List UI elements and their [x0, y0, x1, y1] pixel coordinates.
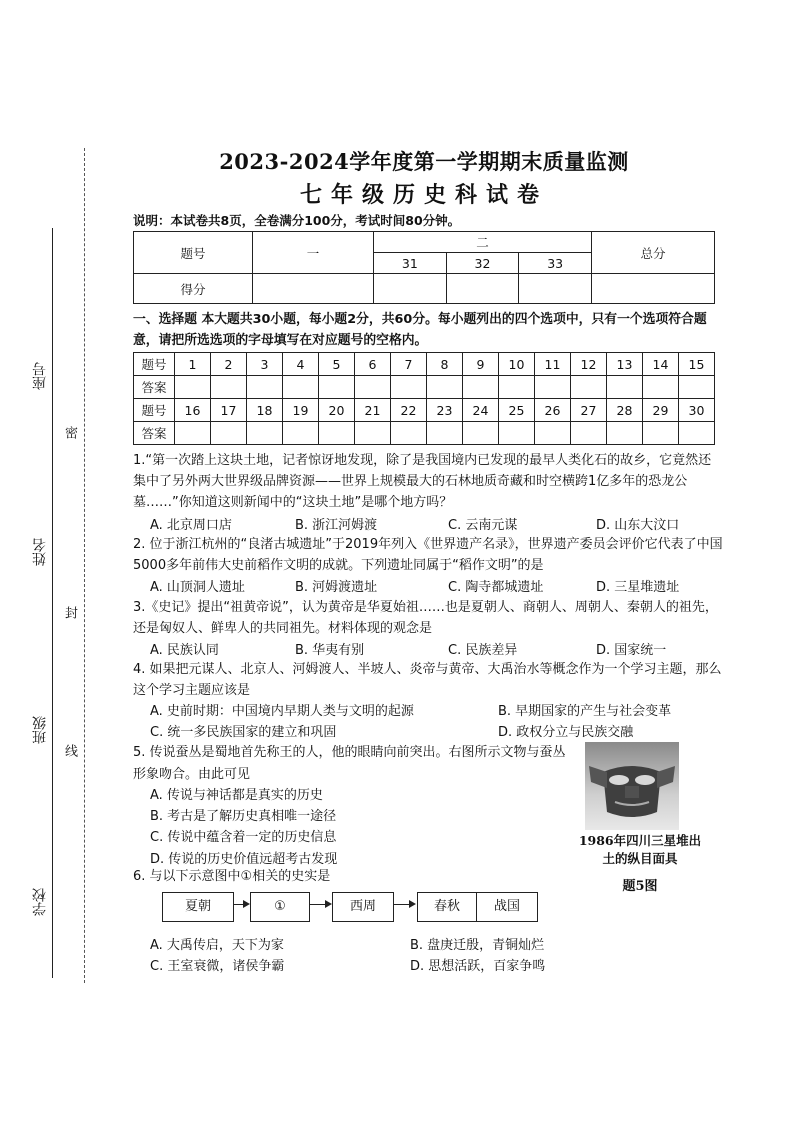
- answer-blank-cell[interactable]: [643, 376, 679, 399]
- answer-blank-cell[interactable]: [283, 376, 319, 399]
- answer-table: [133, 352, 715, 445]
- answer-number-cell: 15: [679, 353, 715, 376]
- timeline-box-xia: 夏朝: [162, 892, 234, 922]
- timeline-arrow: [393, 904, 409, 905]
- seat-label: 座号: [32, 362, 48, 390]
- answer-number-cell: 20: [319, 399, 355, 422]
- score-cell-32[interactable]: [446, 274, 519, 304]
- arrow-right-icon: [409, 900, 416, 908]
- answer-blank-cell[interactable]: [211, 376, 247, 399]
- q3-option-c[interactable]: C. 民族差异: [448, 643, 518, 658]
- exam-subtitle: 七年级历史科试卷: [299, 182, 548, 208]
- q5-figure-caption: 1986年四川三星堆出土的纵目面具: [578, 833, 702, 866]
- timeline-box-xizhou: 西周: [332, 892, 394, 922]
- answer-number-cell: 9: [463, 353, 499, 376]
- arrow-right-icon: [243, 900, 250, 908]
- timeline-box-blank: ①: [250, 892, 310, 922]
- q5-option-d[interactable]: D. 传说的历史价值远超考古发现: [150, 852, 338, 867]
- school-label: 学校: [32, 888, 48, 916]
- binding-dashed-line: [84, 148, 85, 983]
- answer-number-cell: 6: [355, 353, 391, 376]
- q4-option-a[interactable]: A. 史前时期：中国境内早期人类与文明的起源: [150, 704, 414, 719]
- q1-option-d[interactable]: D. 山东大汶口: [596, 518, 680, 533]
- q1-option-a[interactable]: A. 北京周口店: [150, 518, 232, 533]
- answer-daan-label: 答案: [134, 376, 175, 399]
- q1-option-c[interactable]: C. 云南元谋: [448, 518, 518, 533]
- answer-number-cell: 29: [643, 399, 679, 422]
- answer-blank-cell[interactable]: [535, 422, 571, 445]
- timeline-box-chunqiu: 春秋: [417, 892, 477, 922]
- answer-blank-cell[interactable]: [247, 376, 283, 399]
- score-header-32: 32: [446, 253, 519, 274]
- answer-number-cell: 30: [679, 399, 715, 422]
- q3-option-a[interactable]: A. 民族认同: [150, 643, 219, 658]
- seal-mark-feng: 封: [62, 606, 77, 619]
- answer-number-cell: 3: [247, 353, 283, 376]
- score-table: [133, 231, 715, 304]
- class-label: 班级: [32, 716, 48, 744]
- answer-blank-cell[interactable]: [319, 422, 355, 445]
- q4-option-b[interactable]: B. 早期国家的产生与社会变革: [498, 704, 672, 719]
- q4-option-c[interactable]: C. 统一多民族国家的建立和巩固: [150, 725, 337, 740]
- answer-blank-cell[interactable]: [319, 376, 355, 399]
- answer-blank-cell[interactable]: [355, 376, 391, 399]
- answer-blank-cell[interactable]: [535, 376, 571, 399]
- q3-option-d[interactable]: D. 国家统一: [596, 643, 667, 658]
- answer-number-cell: 5: [319, 353, 355, 376]
- answer-number-cell: 27: [571, 399, 607, 422]
- answer-blank-cell[interactable]: [427, 422, 463, 445]
- question-2-stem: 2. 位于浙江杭州的“良渚古城遗址”于2019年列入《世界遗产名录》，世界遗产委员会评价它代表了中国5000多年前伟大史前稻作文明的成就。下列遗址同属于“稻作文明”的是: [133, 537, 723, 573]
- exam-note: 说明：本试卷共8页，全卷满分100分，考试时间80分钟。: [133, 213, 461, 228]
- bronze-mask-image: [585, 742, 679, 830]
- q3-option-b[interactable]: B. 华夷有别: [295, 643, 365, 658]
- q1-option-b[interactable]: B. 浙江河姆渡: [295, 518, 378, 533]
- answer-number-cell: 23: [427, 399, 463, 422]
- answer-blank-cell[interactable]: [463, 422, 499, 445]
- answer-number-cell: 21: [355, 399, 391, 422]
- answer-blank-cell[interactable]: [643, 422, 679, 445]
- timeline-arrow: [309, 904, 325, 905]
- question-5-stem: 5. 传说蚕丛是蜀地首先称王的人，他的眼睛向前突出。右图所示文物与蚕丛形象吻合。由此可见: [133, 745, 566, 782]
- arrow-right-icon: [325, 900, 332, 908]
- timeline-box-zhanguo: 战国: [476, 892, 538, 922]
- answer-number-cell: 2: [211, 353, 247, 376]
- q6-option-d[interactable]: D. 思想活跃，百家争鸣: [410, 959, 546, 974]
- q2-option-c[interactable]: C. 陶寺都城遗址: [448, 580, 544, 595]
- score-cell-33[interactable]: [519, 274, 592, 304]
- answer-number-cell: 13: [607, 353, 643, 376]
- score-header-31: 31: [374, 253, 447, 274]
- answer-blank-cell[interactable]: [679, 422, 715, 445]
- answer-number-cell: 28: [607, 399, 643, 422]
- answer-blank-cell[interactable]: [391, 422, 427, 445]
- answer-blank-cell[interactable]: [571, 376, 607, 399]
- timeline-arrow: [233, 904, 243, 905]
- answer-number-cell: 8: [427, 353, 463, 376]
- answer-number-cell: 10: [499, 353, 535, 376]
- answer-number-cell: 17: [211, 399, 247, 422]
- answer-number-cell: 19: [283, 399, 319, 422]
- answer-number-cell: 26: [535, 399, 571, 422]
- answer-blank-cell[interactable]: [499, 376, 535, 399]
- binding-solid-line: [52, 228, 53, 978]
- question-6-stem: 6. 与以下示意图中①相关的史实是: [133, 869, 331, 884]
- answer-blank-cell[interactable]: [463, 376, 499, 399]
- answer-number-cell: 7: [391, 353, 427, 376]
- q5-option-c[interactable]: C. 传说中蕴含着一定的历史信息: [150, 830, 337, 845]
- answer-number-cell: 18: [247, 399, 283, 422]
- q6-option-b[interactable]: B. 盘庚迁殷，青铜灿烂: [410, 938, 545, 953]
- q4-option-d[interactable]: D. 政权分立与民族交融: [498, 725, 634, 740]
- q6-option-a[interactable]: A. 大禹传启，天下为家: [150, 938, 284, 953]
- answer-blank-cell[interactable]: [499, 422, 535, 445]
- answer-blank-cell[interactable]: [283, 422, 319, 445]
- score-cell-total[interactable]: [592, 274, 715, 304]
- score-header-one: 一: [253, 232, 374, 274]
- name-label: 姓名: [32, 538, 48, 566]
- q2-option-a[interactable]: A. 山顶洞人遗址: [150, 580, 245, 595]
- answer-number-cell: 25: [499, 399, 535, 422]
- q2-option-d[interactable]: D. 三星堆遗址: [596, 580, 680, 595]
- score-header-tihao: 题号: [134, 232, 253, 274]
- score-header-33: 33: [519, 253, 592, 274]
- answer-number-cell: 14: [643, 353, 679, 376]
- question-4-stem: 4. 如果把元谋人、北京人、河姆渡人、半坡人、炎帝与黄帝、大禹治水等概念作为一个学习主题，那么这个学习主题应该是: [133, 662, 722, 698]
- q2-option-b[interactable]: B. 河姆渡遗址: [295, 580, 378, 595]
- answer-number-cell: 24: [463, 399, 499, 422]
- q6-option-c[interactable]: C. 王室衰微，诸侯争霸: [150, 959, 285, 974]
- answer-blank-cell[interactable]: [427, 376, 463, 399]
- q5-figure-number: 题5图: [622, 879, 658, 894]
- answer-number-cell: 1: [175, 353, 211, 376]
- score-row-label: 得分: [134, 274, 253, 304]
- score-header-two: 二: [374, 232, 592, 253]
- answer-blank-cell[interactable]: [247, 422, 283, 445]
- answer-number-cell: 22: [391, 399, 427, 422]
- answer-number-cell: 12: [571, 353, 607, 376]
- seal-mark-mi: 密: [62, 426, 77, 439]
- exam-title: 2023-2024学年度第一学期期末质量监测: [219, 149, 629, 174]
- answer-tihao-label: 题号: [134, 353, 175, 376]
- answer-blank-cell[interactable]: [175, 422, 211, 445]
- answer-blank-cell[interactable]: [571, 422, 607, 445]
- answer-number-cell: 11: [535, 353, 571, 376]
- section-one-instructions: 一、选择题 本大题共30小题，每小题2分，共60分。每小题列出的四个选项中，只有一个选项符合题意，请把所选选项的字母填写在对应题号的空格内。: [133, 312, 707, 348]
- answer-tihao-label: 题号: [134, 399, 175, 422]
- q5-option-a[interactable]: A. 传说与神话都是真实的历史: [150, 788, 323, 803]
- score-cell-31[interactable]: [374, 274, 447, 304]
- answer-blank-cell[interactable]: [211, 422, 247, 445]
- answer-number-cell: 16: [175, 399, 211, 422]
- score-cell-one[interactable]: [253, 274, 374, 304]
- q5-option-b[interactable]: B. 考古是了解历史真相唯一途径: [150, 809, 337, 824]
- answer-daan-label: 答案: [134, 422, 175, 445]
- answer-number-cell: 4: [283, 353, 319, 376]
- question-3-stem: 3.《史记》提出“祖黄帝说”，认为黄帝是华夏始祖……也是夏朝人、商朝人、周朝人、秦朝人的祖先，还是匈奴人、鲜卑人的共同祖先。材料体现的观念是: [133, 600, 718, 636]
- answer-blank-cell[interactable]: [607, 422, 643, 445]
- bronze-mask-icon: [585, 742, 679, 830]
- answer-blank-cell[interactable]: [355, 422, 391, 445]
- answer-blank-cell[interactable]: [607, 376, 643, 399]
- question-1-stem: 1.“第一次踏上这块土地，记者惊讶地发现，除了是我国境内已发现的最早人类化石的故乡，它竟然还集中了另外两大世界级品牌资源——世界上规模最大的石林地质奇藏和时空横跨1亿多年的恐龙公墓……”你知道这则新闻中的“这块土地”是哪个地方吗？: [133, 453, 712, 510]
- answer-blank-cell[interactable]: [175, 376, 211, 399]
- answer-blank-cell[interactable]: [679, 376, 715, 399]
- answer-blank-cell[interactable]: [391, 376, 427, 399]
- score-header-total: 总分: [592, 232, 715, 274]
- seal-mark-xian: 线: [62, 744, 77, 757]
